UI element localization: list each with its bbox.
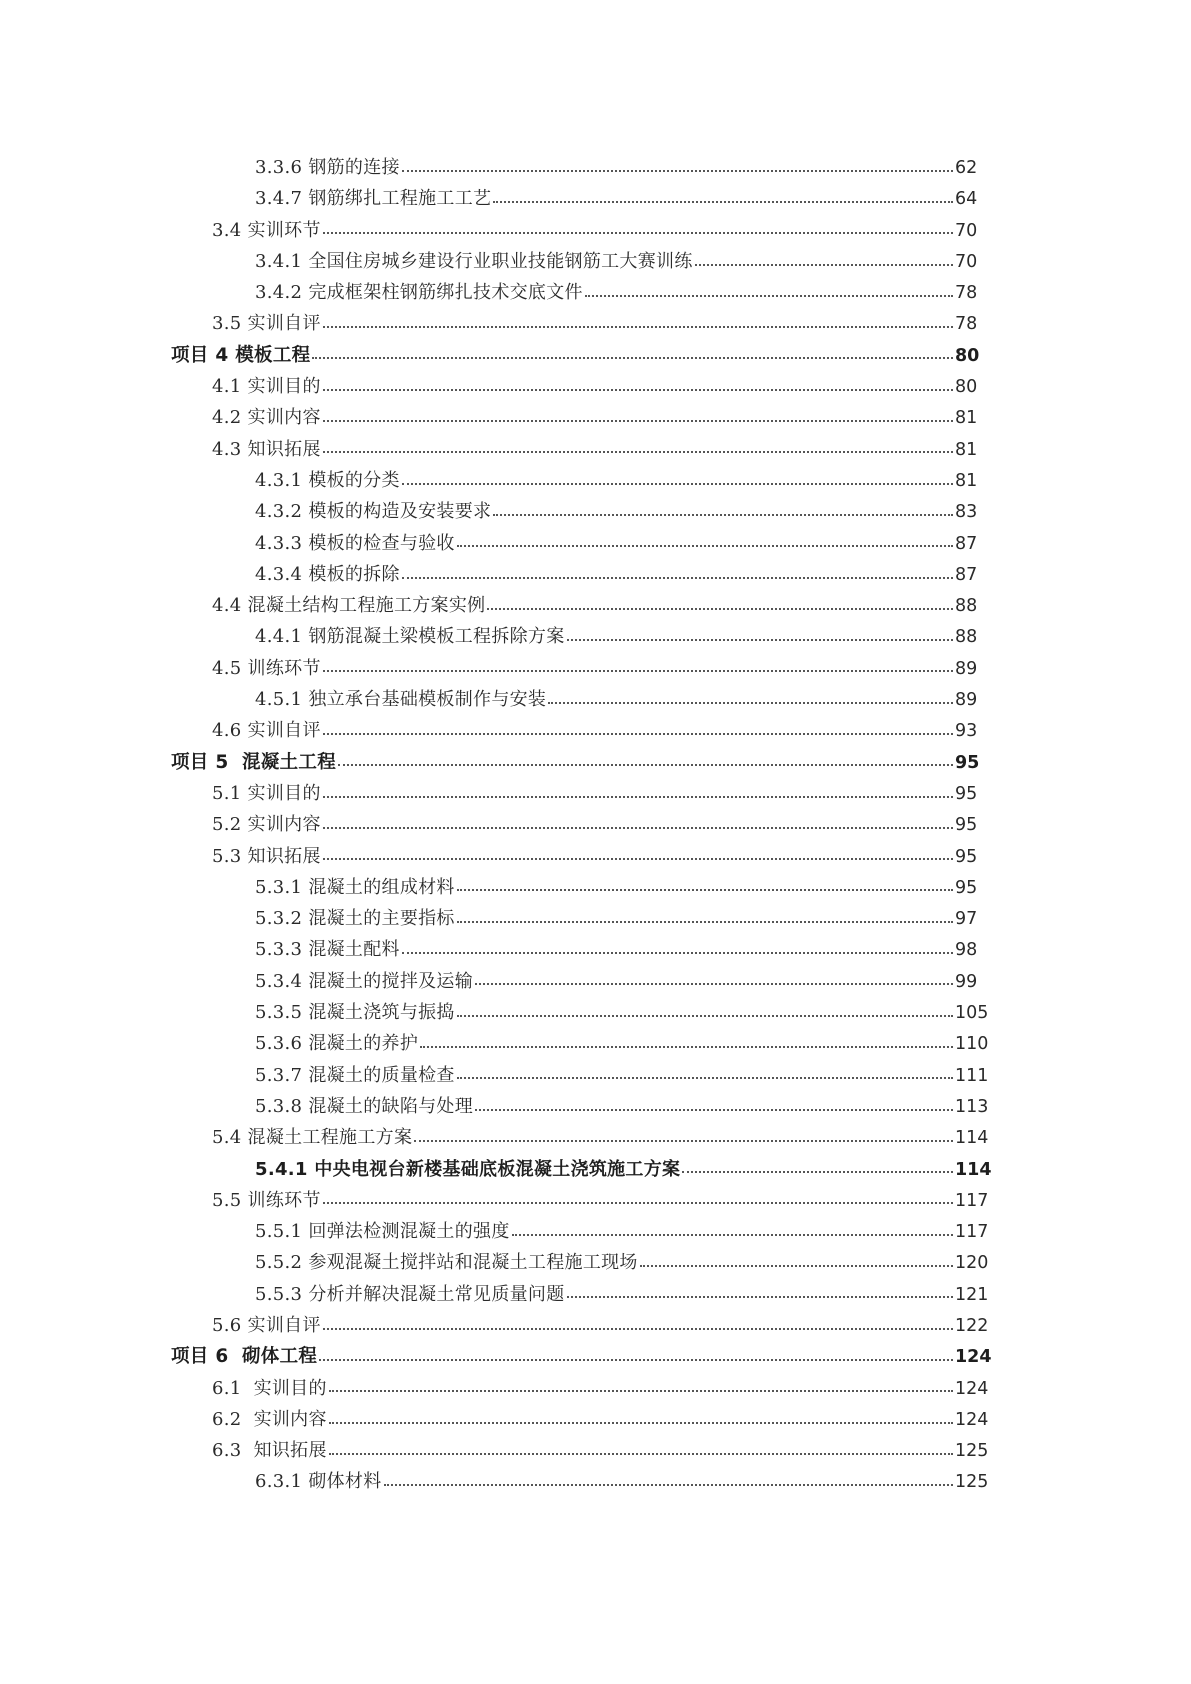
toc-entry-title: 4.3.3 模板的检查与验收 xyxy=(255,532,455,554)
toc-subsection-entry[interactable] xyxy=(0,621,1191,652)
dot-leader xyxy=(323,388,953,391)
dot-leader xyxy=(457,920,953,923)
toc-section-entry[interactable] xyxy=(0,715,1191,746)
toc-section-entry[interactable] xyxy=(0,1435,1191,1466)
toc-subsection-entry[interactable] xyxy=(0,1279,1191,1310)
toc-section-entry[interactable] xyxy=(0,1404,1191,1435)
toc-page-number: 70 xyxy=(955,251,978,272)
toc-entry-title: 4.1 实训目的 xyxy=(212,376,321,398)
toc-page-number: 124 xyxy=(955,1347,992,1368)
toc-entry-title: 4.4 混凝土结构工程施工方案实例 xyxy=(212,595,486,617)
toc-entry-title: 5.3.8 混凝土的缺陷与处理 xyxy=(255,1095,474,1117)
toc-entry-body xyxy=(255,1028,995,1060)
toc-entry-title: 3.4.7 钢筋绑扎工程施工工艺 xyxy=(255,188,492,210)
toc-section-entry[interactable] xyxy=(0,434,1191,465)
dot-leader xyxy=(414,1139,953,1142)
toc-entry-body xyxy=(255,903,995,935)
toc-entry-title: 5.1 实训目的 xyxy=(212,782,321,804)
toc-entry-body xyxy=(255,183,995,215)
toc-page-number: 89 xyxy=(955,658,978,679)
toc-entry-title: 5.3.6 混凝土的养护 xyxy=(255,1033,419,1055)
dot-leader xyxy=(487,607,953,610)
toc-entry-title: 5.3.3 混凝土配料 xyxy=(255,939,400,961)
toc-page-number: 88 xyxy=(955,596,978,617)
toc-page-number: 83 xyxy=(955,502,978,523)
toc-page-number: 62 xyxy=(955,158,978,178)
toc-entry-body xyxy=(255,1279,995,1311)
dot-leader xyxy=(457,888,953,891)
toc-entry-title: 3.5 实训自评 xyxy=(212,313,321,335)
toc-section-entry[interactable] xyxy=(0,215,1191,246)
table-of-contents xyxy=(0,152,1191,1498)
toc-section-entry[interactable] xyxy=(0,1310,1191,1341)
toc-page-number: 125 xyxy=(955,1472,989,1493)
toc-entry-title: 5.3.2 混凝土的主要指标 xyxy=(255,908,455,930)
toc-entry-body xyxy=(212,1185,995,1217)
toc-subsection-entry[interactable] xyxy=(0,872,1191,903)
dot-leader xyxy=(695,263,953,266)
toc-entry-body xyxy=(255,1060,995,1092)
toc-page-number: 99 xyxy=(955,971,978,992)
toc-entry-body xyxy=(255,496,995,528)
toc-subsection-entry[interactable] xyxy=(0,496,1191,527)
dot-leader xyxy=(457,544,953,547)
toc-entry-body xyxy=(212,1404,995,1436)
toc-page-number: 80 xyxy=(955,377,978,398)
dot-leader xyxy=(323,795,953,798)
toc-subsection-entry[interactable] xyxy=(0,1466,1191,1497)
toc-page-number: 93 xyxy=(955,721,978,742)
toc-subsection-entry[interactable] xyxy=(0,997,1191,1028)
toc-page-number: 81 xyxy=(955,439,978,460)
toc-entry-title: 3.4 实训环节 xyxy=(212,219,321,241)
toc-page-number: 88 xyxy=(955,627,978,648)
toc-entry-body xyxy=(171,747,995,779)
dot-leader xyxy=(384,1483,953,1486)
dot-leader xyxy=(323,732,953,735)
toc-page-number: 95 xyxy=(955,846,978,867)
toc-page-number: 87 xyxy=(955,564,978,585)
dot-leader xyxy=(319,1358,953,1361)
toc-entry-title: 4.4.1 钢筋混凝土梁模板工程拆除方案 xyxy=(255,626,565,648)
toc-entry-body xyxy=(255,684,995,716)
toc-subsection-entry[interactable] xyxy=(0,934,1191,965)
toc-entry-body xyxy=(255,246,995,278)
dot-leader xyxy=(567,638,953,641)
toc-section-entry[interactable] xyxy=(0,1122,1191,1153)
toc-entry-title: 5.5.1 回弹法检测混凝土的强度 xyxy=(255,1221,510,1243)
toc-entry-title: 4.3.4 模板的拆除 xyxy=(255,563,400,585)
dot-leader xyxy=(338,763,953,766)
toc-subsection-entry[interactable] xyxy=(0,277,1191,308)
dot-leader xyxy=(402,576,953,579)
toc-entry-body xyxy=(255,277,995,309)
dot-leader xyxy=(457,1076,953,1079)
toc-page-number: 95 xyxy=(955,815,978,836)
toc-entry-title: 5.3.4 混凝土的搅拌及运输 xyxy=(255,970,474,992)
toc-subsection-entry[interactable] xyxy=(0,1154,1191,1185)
dot-leader xyxy=(640,1264,953,1267)
toc-entry-title: 6.2 实训内容 xyxy=(212,1408,327,1430)
dot-leader xyxy=(329,1389,953,1392)
dot-leader xyxy=(493,200,953,203)
toc-entry-body xyxy=(255,1091,995,1123)
toc-entry-body xyxy=(212,653,995,685)
toc-entry-body xyxy=(255,621,995,653)
dot-leader xyxy=(312,356,953,359)
toc-chapter-entry[interactable] xyxy=(0,747,1191,778)
toc-page-number: 117 xyxy=(955,1190,989,1211)
toc-page-number: 124 xyxy=(955,1378,989,1399)
toc-page-number: 95 xyxy=(955,752,980,773)
toc-page-number: 95 xyxy=(955,877,978,898)
dot-leader xyxy=(493,513,953,516)
toc-entry-title: 5.4.1 中央电视台新楼基础底板混凝土浇筑施工方案 xyxy=(255,1158,681,1180)
toc-entry-body xyxy=(171,340,995,372)
dot-leader xyxy=(323,450,953,453)
toc-entry-body xyxy=(255,152,995,184)
toc-page-number: 122 xyxy=(955,1315,989,1336)
dot-leader xyxy=(402,169,953,172)
toc-subsection-entry[interactable] xyxy=(0,528,1191,559)
toc-entry-title: 3.3.6 钢筋的连接 xyxy=(255,157,400,178)
toc-page-number: 125 xyxy=(955,1441,989,1462)
toc-entry-body xyxy=(212,215,995,247)
toc-section-entry[interactable] xyxy=(0,371,1191,402)
toc-page-number: 81 xyxy=(955,470,978,491)
toc-section-entry[interactable] xyxy=(0,809,1191,840)
toc-section-entry[interactable] xyxy=(0,841,1191,872)
dot-leader xyxy=(567,1295,953,1298)
toc-page-number: 111 xyxy=(955,1065,989,1086)
toc-subsection-entry[interactable] xyxy=(0,246,1191,277)
dot-leader xyxy=(475,982,953,985)
toc-entry-title: 4.5.1 独立承台基础模板制作与安装 xyxy=(255,689,547,711)
dot-leader xyxy=(402,951,953,954)
toc-entry-title: 4.3.1 模板的分类 xyxy=(255,469,400,491)
toc-entry-title: 项目 6 砌体工程 xyxy=(171,1346,318,1368)
toc-entry-title: 项目 5 混凝土工程 xyxy=(171,751,336,773)
toc-page-number: 95 xyxy=(955,783,978,804)
dot-leader xyxy=(682,1170,953,1173)
toc-entry-title: 5.3.5 混凝土浇筑与振捣 xyxy=(255,1002,455,1024)
toc-chapter-entry[interactable] xyxy=(0,1341,1191,1372)
toc-entry-title: 4.2 实训内容 xyxy=(212,407,321,429)
dot-leader xyxy=(420,1045,953,1048)
toc-section-entry[interactable] xyxy=(0,590,1191,621)
toc-entry-title: 4.3 知识拓展 xyxy=(212,438,321,460)
toc-entry-title: 5.3 知识拓展 xyxy=(212,845,321,867)
toc-entry-title: 4.6 实训自评 xyxy=(212,720,321,742)
toc-entry-body xyxy=(212,778,995,810)
dot-leader xyxy=(323,1201,953,1204)
toc-section-entry[interactable] xyxy=(0,1185,1191,1216)
toc-entry-title: 5.5.2 参观混凝土搅拌站和混凝土工程施工现场 xyxy=(255,1252,638,1274)
toc-entry-title: 项目 4 模板工程 xyxy=(171,344,311,366)
toc-page-number: 87 xyxy=(955,533,978,554)
toc-subsection-entry[interactable] xyxy=(0,966,1191,997)
toc-page-number: 98 xyxy=(955,940,978,961)
toc-page-number: 78 xyxy=(955,283,978,304)
toc-entry-body xyxy=(255,528,995,560)
dot-leader xyxy=(585,294,953,297)
toc-page-number: 81 xyxy=(955,408,978,429)
toc-subsection-entry[interactable] xyxy=(0,1216,1191,1247)
toc-entry-body xyxy=(212,308,995,340)
toc-entry-body xyxy=(255,1247,995,1279)
toc-page-number: 114 xyxy=(955,1159,992,1180)
toc-page-number: 105 xyxy=(955,1003,989,1024)
toc-entry-title: 6.3.1 砌体材料 xyxy=(255,1471,382,1493)
toc-entry-title: 5.6 实训自评 xyxy=(212,1314,321,1336)
toc-entry-body xyxy=(255,872,995,904)
toc-entry-body xyxy=(212,371,995,403)
toc-page-number: 114 xyxy=(955,1128,989,1149)
toc-page-number: 110 xyxy=(955,1034,989,1055)
toc-entry-title: 6.1 实训目的 xyxy=(212,1377,327,1399)
toc-entry-body xyxy=(255,1154,995,1186)
toc-entry-title: 6.3 知识拓展 xyxy=(212,1440,327,1462)
toc-page-number: 78 xyxy=(955,314,978,335)
toc-entry-title: 3.4.1 全国住房城乡建设行业职业技能钢筋工大赛训练 xyxy=(255,250,693,272)
toc-entry-title: 5.3.1 混凝土的组成材料 xyxy=(255,876,455,898)
toc-entry-body xyxy=(212,402,995,434)
toc-page-number: 117 xyxy=(955,1222,989,1243)
toc-subsection-entry[interactable] xyxy=(0,1028,1191,1059)
toc-entry-body xyxy=(212,1122,995,1154)
toc-entry-title: 5.2 实训内容 xyxy=(212,814,321,836)
toc-section-entry[interactable] xyxy=(0,1373,1191,1404)
toc-entry-body xyxy=(212,1435,995,1467)
dot-leader xyxy=(548,701,953,704)
toc-entry-body xyxy=(255,465,995,497)
toc-page-number: 64 xyxy=(955,189,978,210)
toc-entry-body xyxy=(212,1310,995,1342)
toc-entry-body xyxy=(255,934,995,966)
toc-entry-title: 3.4.2 完成框架柱钢筋绑扎技术交底文件 xyxy=(255,282,583,304)
toc-entry-body xyxy=(255,966,995,998)
toc-entry-body xyxy=(212,1373,995,1405)
dot-leader xyxy=(323,231,953,234)
toc-page-number: 89 xyxy=(955,690,978,711)
toc-section-entry[interactable] xyxy=(0,402,1191,433)
toc-section-entry[interactable] xyxy=(0,653,1191,684)
toc-section-entry[interactable] xyxy=(0,308,1191,339)
toc-subsection-entry[interactable] xyxy=(0,1060,1191,1091)
toc-entry-title: 4.5 训练环节 xyxy=(212,657,321,679)
dot-leader xyxy=(323,1327,953,1330)
toc-section-entry[interactable] xyxy=(0,778,1191,809)
toc-entry-body xyxy=(212,715,995,747)
toc-entry-body xyxy=(212,841,995,873)
toc-subsection-entry[interactable] xyxy=(0,684,1191,715)
toc-subsection-entry[interactable] xyxy=(0,152,1191,183)
toc-entry-body xyxy=(212,590,995,622)
toc-page-number: 124 xyxy=(955,1409,989,1430)
dot-leader xyxy=(457,1014,953,1017)
dot-leader xyxy=(329,1421,953,1424)
toc-subsection-entry[interactable] xyxy=(0,903,1191,934)
toc-page-number: 120 xyxy=(955,1253,989,1274)
toc-page-number: 70 xyxy=(955,220,978,241)
toc-subsection-entry[interactable] xyxy=(0,1091,1191,1122)
toc-entry-title: 5.5 训练环节 xyxy=(212,1189,321,1211)
toc-page-number: 97 xyxy=(955,909,978,930)
dot-leader xyxy=(323,325,953,328)
toc-subsection-entry[interactable] xyxy=(0,1247,1191,1278)
toc-subsection-entry[interactable] xyxy=(0,183,1191,214)
toc-entry-body xyxy=(255,997,995,1029)
toc-entry-body xyxy=(212,809,995,841)
dot-leader xyxy=(323,669,953,672)
toc-entry-body xyxy=(212,434,995,466)
dot-leader xyxy=(475,1108,953,1111)
dot-leader xyxy=(323,826,953,829)
toc-entry-title: 5.4 混凝土工程施工方案 xyxy=(212,1127,413,1149)
toc-entry-title: 5.3.7 混凝土的质量检查 xyxy=(255,1064,455,1086)
dot-leader xyxy=(512,1233,953,1236)
toc-entry-body xyxy=(255,1466,995,1498)
toc-page-number: 80 xyxy=(955,345,980,366)
dot-leader xyxy=(323,857,953,860)
toc-subsection-entry[interactable] xyxy=(0,559,1191,590)
toc-entry-title: 5.5.3 分析并解决混凝土常见质量问题 xyxy=(255,1283,565,1305)
toc-entry-body xyxy=(171,1341,995,1373)
toc-entry-title: 4.3.2 模板的构造及安装要求 xyxy=(255,501,492,523)
toc-chapter-entry[interactable] xyxy=(0,340,1191,371)
toc-subsection-entry[interactable] xyxy=(0,465,1191,496)
toc-entry-body xyxy=(255,559,995,591)
toc-page-number: 121 xyxy=(955,1284,989,1305)
toc-page-number: 113 xyxy=(955,1096,989,1117)
dot-leader xyxy=(323,419,953,422)
toc-entry-body xyxy=(255,1216,995,1248)
dot-leader xyxy=(329,1452,953,1455)
dot-leader xyxy=(402,482,953,485)
